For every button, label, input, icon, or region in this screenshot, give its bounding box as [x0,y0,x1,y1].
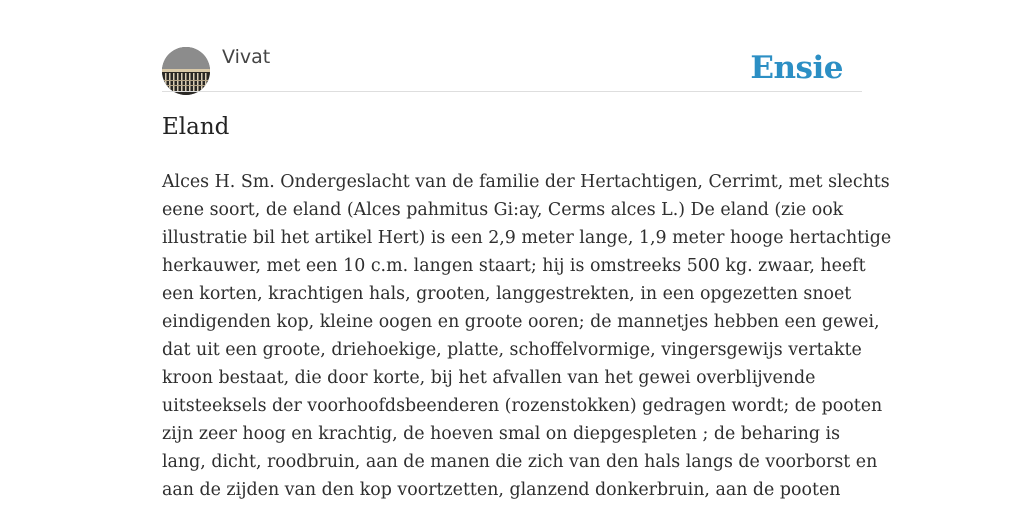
article-body-line: een korten, krachtigen hals, grooten, langgestrekten, in een opgezetten snoet [162,284,852,304]
article-body-line: eindigenden kop, kleine oogen en groote ooren; de mannetjes hebben een gewei, [162,312,880,332]
source-name-link[interactable]: Vivat [222,46,271,68]
source-avatar[interactable] [162,47,210,95]
ensie-logo[interactable]: Ensie [750,50,843,86]
article-body-line: aan de zijden van den kop voortzetten, glanzend donkerbruin, aan de pooten [162,480,841,500]
article-body-line: herkauwer, met een 10 c.m. langen staart; hij is omstreeks 500 kg. zwaar, heeft [162,256,866,276]
article-body-line: kroon bestaat, die door korte, bij het afvallen van het gewei overblijvende [162,368,816,388]
article-body-line: eene soort, de eland (Alces pahmitus Gi:ay, Cerms alces L.) De eland (zie ook [162,200,844,220]
article-body-line: uitsteeksels der voorhoofdsbeenderen (rozenstokken) gedragen wordt; de pooten [162,396,883,416]
article-body-line: dat uit een groote, driehoekige, platte, schoffelvormige, vingersgewijs vertakte [162,340,862,360]
book-spines-avatar-icon [162,47,210,95]
article-body-line: Alces H. Sm. Ondergeslacht van de familie der Hertachtigen, Cerrimt, met slechts [162,172,890,192]
article-body [162,168,892,504]
article-title: Eland [162,114,230,140]
article-body-line: zijn zeer hoog en krachtig, de hoeven smal on diepgespleten ; de beharing is [162,424,840,444]
article-body-line: illustratie bil het artikel Hert) is een 2,9 meter lange, 1,9 meter hooge hertachtige [162,228,892,248]
header-divider [162,91,862,92]
article-body-line: lang, dicht, roodbruin, aan de manen die zich van den hals langs de voorborst en [162,452,878,472]
